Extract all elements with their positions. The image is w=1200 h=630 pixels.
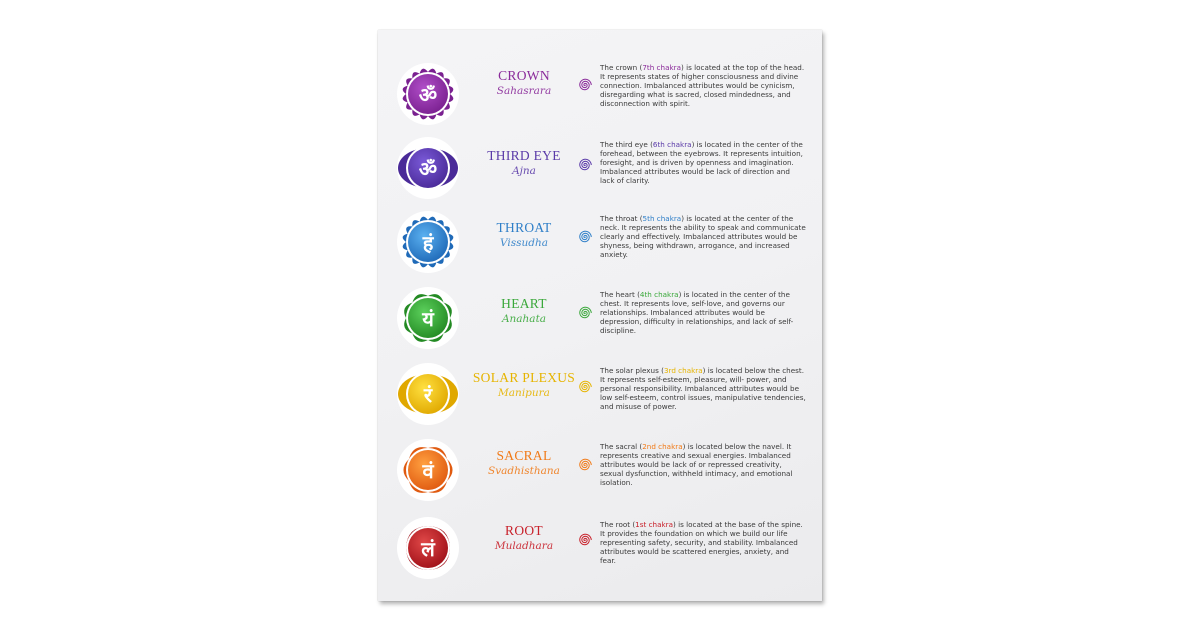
- chakra-description: [600, 214, 806, 259]
- chakra-description: [600, 140, 806, 185]
- icon-glyph: वं: [422, 459, 434, 483]
- icon-glyph: ॐ: [418, 83, 438, 107]
- om-icon: [396, 136, 460, 200]
- description-text: The crown (: [600, 63, 643, 72]
- spiral-path: [580, 381, 592, 391]
- yam-icon: [396, 286, 460, 350]
- chakra-sanskrit-name: Sahasrara: [496, 85, 552, 97]
- chakra-number: 5th chakra: [642, 214, 682, 223]
- spiral-path: [580, 79, 592, 89]
- chakra-sanskrit-name: Ajna: [512, 165, 536, 177]
- om-icon: [396, 62, 460, 126]
- chakra-description: [600, 63, 806, 108]
- chakra-title: [472, 448, 576, 478]
- spiral-icon: [578, 458, 592, 472]
- chakra-title: [472, 148, 576, 178]
- description-text: The throat (: [600, 214, 643, 223]
- chakra-title: [472, 370, 576, 400]
- icon-glyph: हं: [422, 231, 434, 255]
- spiral-icon: [578, 306, 592, 320]
- chakra-sanskrit-name: Vissudha: [499, 237, 549, 249]
- icon-glyph: लं: [421, 537, 435, 561]
- chakra-title: [472, 220, 576, 250]
- icon-glyph: रं: [423, 383, 433, 407]
- spiral-path: [580, 459, 592, 469]
- chakra-name: HEART: [501, 296, 547, 311]
- description-text: ) is located below the navel. It represents creative and sexual energies. Imbalanced attributes would be lack of or repressed creativity, sexual dysfunction, withheld intimacy, and emotional isolation.: [600, 442, 793, 488]
- chakra-description: [600, 442, 806, 487]
- chakra-number: 3rd chakra: [663, 366, 703, 375]
- chakra-number: 1st chakra: [635, 520, 674, 529]
- vam-icon: [396, 438, 460, 502]
- chakra-title: [472, 523, 576, 553]
- description-text: ) is located at the center of the neck. It represents the ability to speak and communicate clearly and effectively. Imbalanced attributes would be shyness, being withdrawn, arrogance, and increased anxiety.: [600, 214, 806, 260]
- spiral-icon: [578, 533, 592, 547]
- description-text: The sacral (: [600, 442, 643, 451]
- chakra-sanskrit-name: Svadhisthana: [488, 465, 560, 477]
- chakra-sanskrit-name: Muladhara: [494, 540, 554, 552]
- description-text: ) is located in the center of the chest. It represents love, self-love, and governs our relationships. Imbalanced attributes would be depression, difficulty in relationships, and lack of self-discipline.: [600, 290, 794, 336]
- spiral-icon: [578, 78, 592, 92]
- description-text: ) is located below the chest. It represents self-esteem, pleasure, will- power, and personal responsibility. Imbalanced attributes would be low self-esteem, control issues, manipulative tendencies, and misuse of power.: [600, 366, 806, 412]
- description-text: ) is located at the base of the spine. It provides the foundation on which we build our life representing safety, security, and stability. Imbalanced attributes would be scattered energies, anxiety, and fear.: [600, 520, 803, 566]
- chakra-number: 4th chakra: [639, 290, 679, 299]
- chakra-name: CROWN: [498, 68, 550, 83]
- chakra-description: [600, 520, 806, 565]
- chakra-sanskrit-name: Anahata: [501, 313, 547, 325]
- chakra-name: THROAT: [496, 220, 552, 235]
- chakra-description: [600, 366, 806, 411]
- description-text: The third eye (: [600, 140, 653, 149]
- icon-glyph: ॐ: [418, 157, 438, 181]
- ram-icon: [396, 362, 460, 426]
- icon-glyph: यं: [422, 307, 434, 331]
- description-text: ) is located in the center of the forehead, between the eyebrows. It represents intuition, foresight, and is driven by openness and imagination. Imbalanced attributes would be lack of direction and lack of clarity.: [600, 140, 803, 186]
- chakra-name: THIRD EYE: [487, 148, 561, 163]
- lam-icon: [396, 516, 460, 580]
- chakra-poster: [378, 30, 822, 601]
- spiral-icon: [578, 158, 592, 172]
- chakra-name: SACRAL: [496, 448, 552, 463]
- spiral-icon: [578, 380, 592, 394]
- spiral-path: [580, 159, 592, 169]
- description-text: The heart (: [600, 290, 640, 299]
- chakra-title: [472, 68, 576, 98]
- spiral-icon: [578, 230, 592, 244]
- chakra-name: ROOT: [505, 523, 543, 538]
- chakra-title: [472, 296, 576, 326]
- spiral-path: [580, 307, 592, 317]
- chakra-description: [600, 290, 806, 335]
- chakra-number: 7th chakra: [642, 63, 681, 72]
- ham-icon: [396, 210, 460, 274]
- chakra-sanskrit-name: Manipura: [498, 387, 550, 399]
- spiral-path: [580, 534, 592, 544]
- description-text: The root (: [600, 520, 636, 529]
- description-text: The solar plexus (: [600, 366, 664, 375]
- chakra-number: 6th chakra: [652, 140, 692, 149]
- description-text: ) is located at the top of the head. It represents states of higher consciousness and divine connection. Imbalanced attributes would be cynicism, disregarding what is sacred, closed mindedness, and disconnection with spirit.: [600, 63, 805, 109]
- chakra-number: 2nd chakra: [642, 442, 683, 451]
- spiral-path: [580, 231, 592, 241]
- chakra-name: SOLAR PLEXUS: [472, 370, 576, 385]
